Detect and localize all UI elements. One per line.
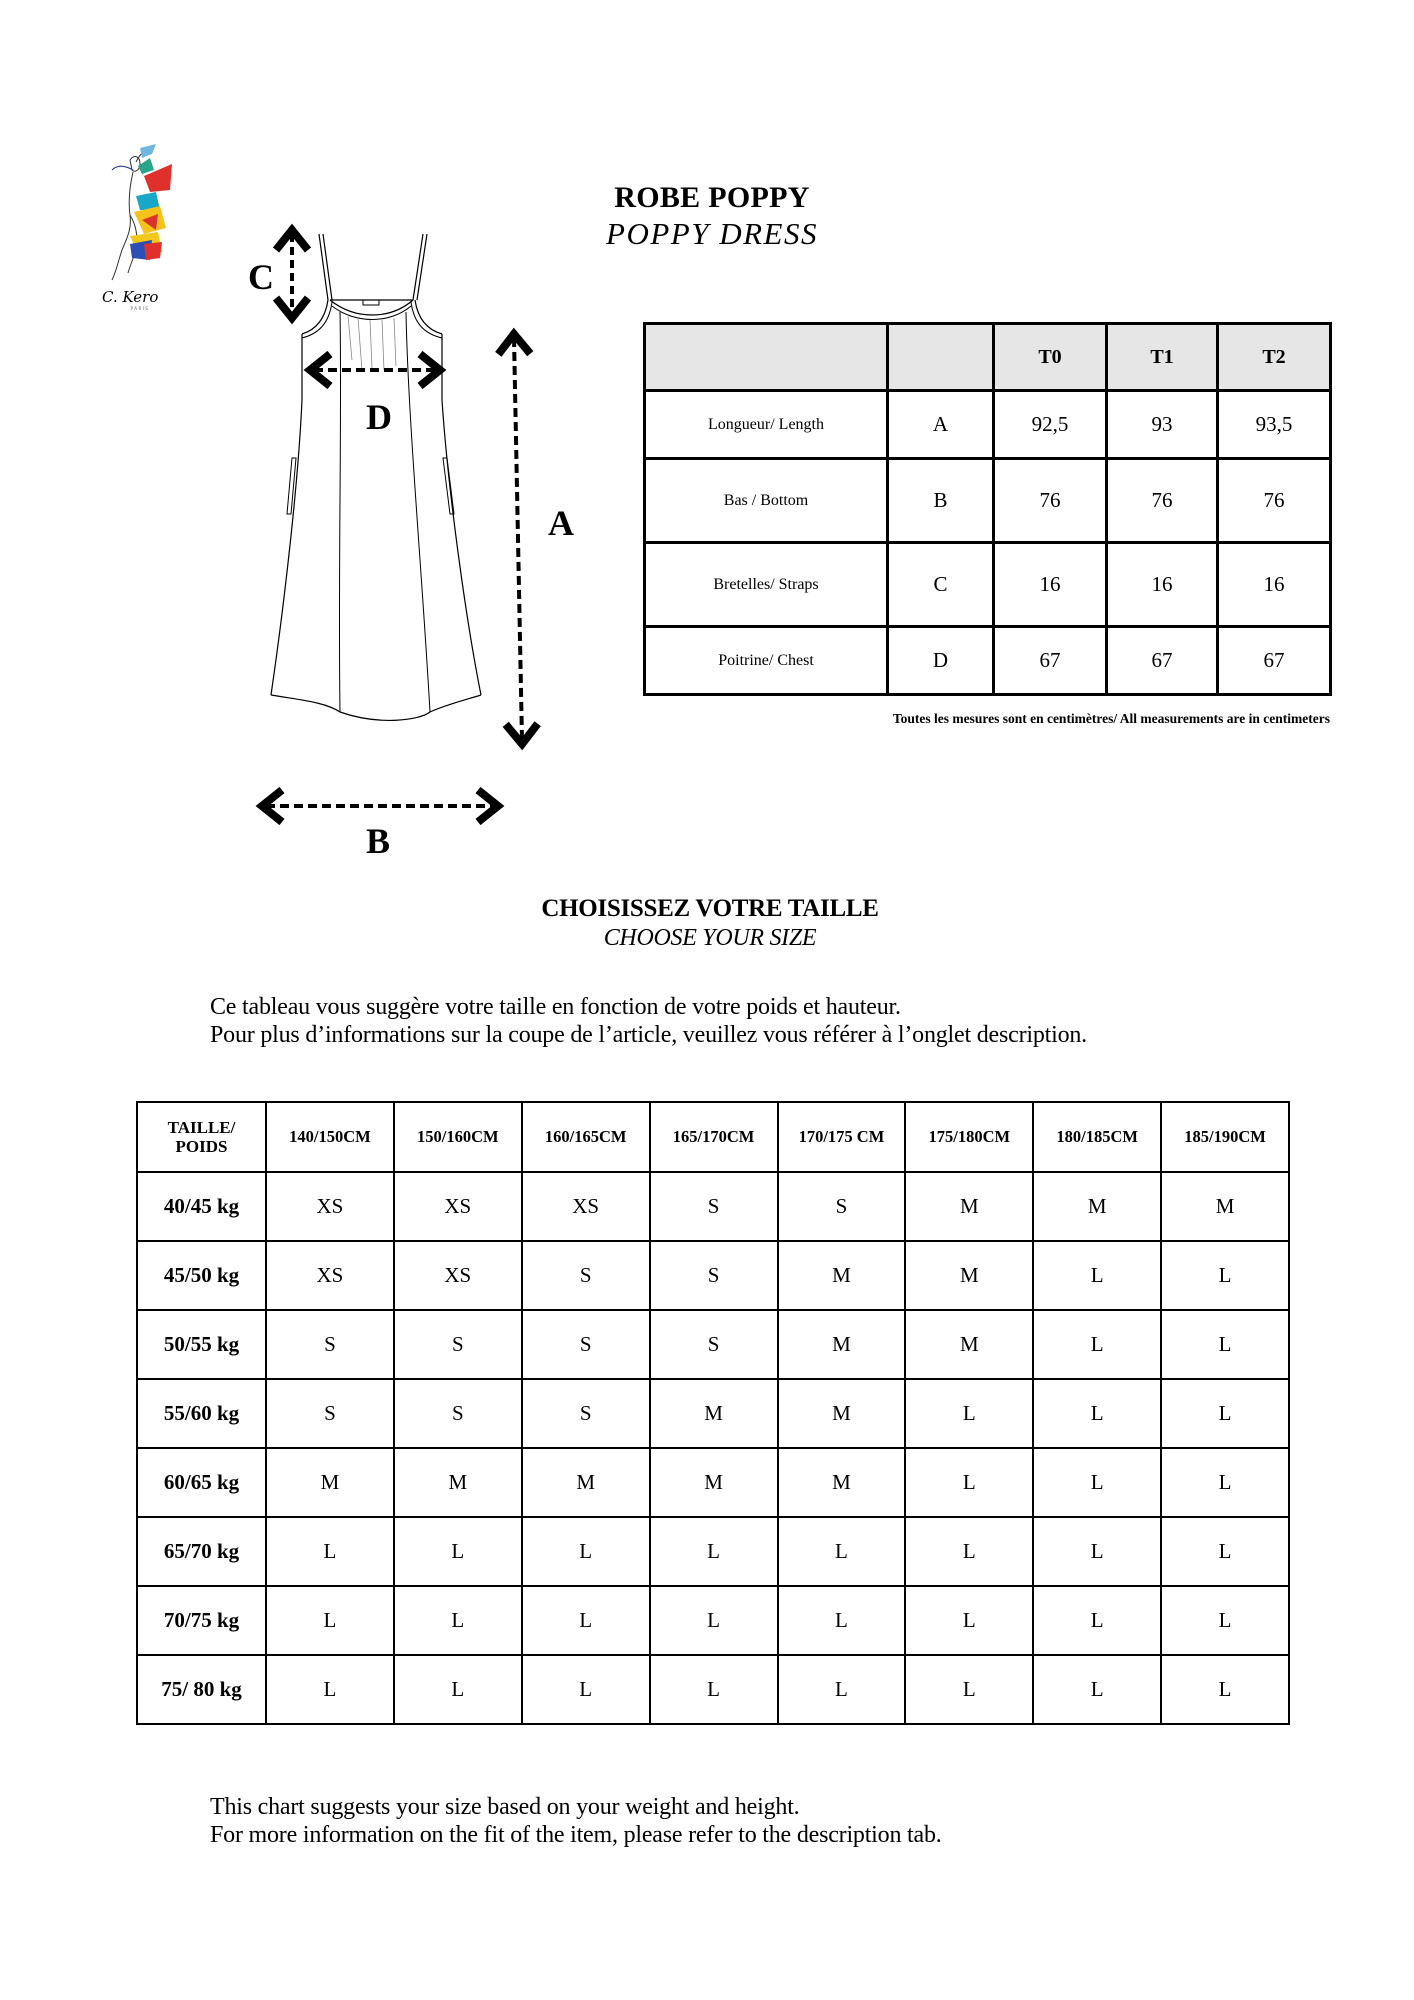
dress-diagram bbox=[230, 220, 574, 861]
size-cell: L bbox=[522, 1655, 650, 1724]
size-cell: L bbox=[1033, 1379, 1161, 1448]
size-cell: XS bbox=[394, 1241, 522, 1310]
size-cell: L bbox=[905, 1517, 1033, 1586]
size-cell: M bbox=[778, 1379, 906, 1448]
product-title-block bbox=[560, 180, 864, 252]
measurement-value: 76 bbox=[994, 459, 1107, 543]
dimension-label-d: D bbox=[366, 397, 392, 437]
height-header: 140/150CM bbox=[266, 1102, 394, 1172]
size-guide-intro-fr bbox=[210, 993, 1360, 1049]
size-cell: S bbox=[778, 1172, 906, 1241]
table-row bbox=[137, 1172, 1289, 1241]
weight-header: 55/60 kg bbox=[137, 1379, 266, 1448]
measurement-code: A bbox=[888, 391, 994, 459]
table-row bbox=[137, 1310, 1289, 1379]
size-cell: L bbox=[394, 1655, 522, 1724]
size-cell: XS bbox=[266, 1241, 394, 1310]
measurement-label: Longueur/ Length bbox=[645, 391, 888, 459]
size-cell: L bbox=[650, 1655, 778, 1724]
measurement-code: C bbox=[888, 543, 994, 627]
size-cell: L bbox=[905, 1379, 1033, 1448]
size-cell: L bbox=[905, 1655, 1033, 1724]
header-cell bbox=[888, 324, 994, 391]
dress-sketch-icon bbox=[230, 220, 560, 860]
size-cell: M bbox=[650, 1448, 778, 1517]
measurement-value: 16 bbox=[1107, 543, 1218, 627]
measurements-unit-note: Toutes les mesures sont en centimètres/ All measurements are in centimeters bbox=[892, 711, 1330, 726]
header-cell-t0: T0 bbox=[994, 324, 1107, 391]
size-table-body bbox=[137, 1172, 1289, 1724]
weight-header: 65/70 kg bbox=[137, 1517, 266, 1586]
size-cell: M bbox=[778, 1448, 906, 1517]
brand-logo bbox=[100, 140, 180, 310]
height-header: 185/190CM bbox=[1161, 1102, 1289, 1172]
table-row bbox=[137, 1655, 1289, 1724]
measurement-value: 67 bbox=[994, 627, 1107, 695]
size-cell: M bbox=[650, 1379, 778, 1448]
measurement-value: 16 bbox=[994, 543, 1107, 627]
measurement-code: D bbox=[888, 627, 994, 695]
weight-header: 40/45 kg bbox=[137, 1172, 266, 1241]
height-header: 165/170CM bbox=[650, 1102, 778, 1172]
size-cell: L bbox=[650, 1517, 778, 1586]
size-cell: S bbox=[394, 1379, 522, 1448]
table-row bbox=[137, 1241, 1289, 1310]
size-guide-table bbox=[136, 1101, 1290, 1725]
size-cell: M bbox=[394, 1448, 522, 1517]
height-header: 170/175 CM bbox=[778, 1102, 906, 1172]
size-cell: L bbox=[1161, 1379, 1289, 1448]
size-guide-title-en: CHOOSE YOUR SIZE bbox=[603, 925, 817, 951]
size-cell: L bbox=[1161, 1241, 1289, 1310]
size-cell: M bbox=[1161, 1172, 1289, 1241]
size-cell: L bbox=[266, 1586, 394, 1655]
weight-header: 50/55 kg bbox=[137, 1310, 266, 1379]
intro-line: Pour plus d’informations sur la coupe de l’article, veuillez vous référer à l’onglet description. bbox=[210, 1022, 1087, 1048]
table-row bbox=[645, 459, 1331, 543]
weight-header: 45/50 kg bbox=[137, 1241, 266, 1310]
measurement-value: 76 bbox=[1218, 459, 1331, 543]
size-cell: M bbox=[778, 1241, 906, 1310]
measurements-table bbox=[643, 322, 1332, 696]
size-cell: S bbox=[650, 1310, 778, 1379]
dimension-label-a: A bbox=[548, 503, 574, 543]
size-cell: L bbox=[522, 1517, 650, 1586]
size-cell: XS bbox=[266, 1172, 394, 1241]
size-cell: S bbox=[522, 1241, 650, 1310]
size-cell: L bbox=[650, 1586, 778, 1655]
size-cell: S bbox=[522, 1310, 650, 1379]
size-cell: M bbox=[266, 1448, 394, 1517]
table-row bbox=[137, 1517, 1289, 1586]
measurement-code: B bbox=[888, 459, 994, 543]
weight-header: 60/65 kg bbox=[137, 1448, 266, 1517]
size-cell: M bbox=[905, 1241, 1033, 1310]
product-title-en: POPPY DRESS bbox=[606, 216, 818, 251]
brand-city: PARIS bbox=[130, 306, 150, 311]
measurement-value: 92,5 bbox=[994, 391, 1107, 459]
size-guide-heading bbox=[300, 894, 1120, 952]
corner-header bbox=[137, 1102, 266, 1172]
size-cell: S bbox=[266, 1379, 394, 1448]
size-cell: S bbox=[266, 1310, 394, 1379]
size-cell: S bbox=[394, 1310, 522, 1379]
size-cell: XS bbox=[394, 1172, 522, 1241]
size-cell: L bbox=[905, 1586, 1033, 1655]
size-cell: M bbox=[1033, 1172, 1161, 1241]
dimension-label-b: B bbox=[366, 821, 391, 861]
size-header-row bbox=[137, 1102, 1289, 1172]
size-cell: M bbox=[905, 1310, 1033, 1379]
measurement-value: 76 bbox=[1107, 459, 1218, 543]
measurement-label: Bas / Bottom bbox=[645, 459, 888, 543]
size-cell: L bbox=[778, 1655, 906, 1724]
table-row bbox=[645, 391, 1331, 459]
brand-signature: C. Kero bbox=[102, 288, 159, 306]
measurement-value: 16 bbox=[1218, 543, 1331, 627]
table-row bbox=[645, 543, 1331, 627]
size-cell: L bbox=[778, 1517, 906, 1586]
dimension-label-c: C bbox=[248, 257, 274, 297]
outro-line: This chart suggests your size based on your weight and height. bbox=[210, 1794, 800, 1820]
height-header: 160/165CM bbox=[522, 1102, 650, 1172]
size-cell: M bbox=[522, 1448, 650, 1517]
measurement-value: 67 bbox=[1218, 627, 1331, 695]
size-cell: L bbox=[266, 1517, 394, 1586]
measurement-value: 93,5 bbox=[1218, 391, 1331, 459]
size-cell: L bbox=[394, 1586, 522, 1655]
table-row bbox=[137, 1586, 1289, 1655]
size-cell: L bbox=[1161, 1448, 1289, 1517]
size-cell: XS bbox=[522, 1172, 650, 1241]
measurement-label: Poitrine/ Chest bbox=[645, 627, 888, 695]
size-cell: L bbox=[905, 1448, 1033, 1517]
table-row bbox=[137, 1379, 1289, 1448]
size-guide-outro-en bbox=[210, 1793, 1360, 1849]
dancer-illustration-icon bbox=[100, 140, 180, 310]
height-header: 150/160CM bbox=[394, 1102, 522, 1172]
size-cell: M bbox=[905, 1172, 1033, 1241]
table-row bbox=[645, 627, 1331, 695]
size-cell: L bbox=[522, 1586, 650, 1655]
corner-header-line: POIDS bbox=[175, 1137, 228, 1156]
size-cell: L bbox=[266, 1655, 394, 1724]
measurements-header-row bbox=[645, 324, 1331, 391]
intro-line: Ce tableau vous suggère votre taille en fonction de votre poids et hauteur. bbox=[210, 994, 901, 1020]
measurement-label: Bretelles/ Straps bbox=[645, 543, 888, 627]
height-header: 180/185CM bbox=[1033, 1102, 1161, 1172]
height-header: 175/180CM bbox=[905, 1102, 1033, 1172]
size-cell: S bbox=[522, 1379, 650, 1448]
size-cell: S bbox=[650, 1172, 778, 1241]
size-cell: L bbox=[1033, 1448, 1161, 1517]
size-cell: L bbox=[394, 1517, 522, 1586]
size-cell: M bbox=[778, 1310, 906, 1379]
size-guide-title-fr: CHOISISSEZ VOTRE TAILLE bbox=[541, 895, 879, 922]
weight-header: 70/75 kg bbox=[137, 1586, 266, 1655]
table-row bbox=[137, 1448, 1289, 1517]
size-cell: L bbox=[778, 1586, 906, 1655]
product-title-fr: ROBE POPPY bbox=[614, 181, 810, 214]
corner-header-line: TAILLE/ bbox=[167, 1118, 236, 1137]
measurement-value: 93 bbox=[1107, 391, 1218, 459]
measurement-value: 67 bbox=[1107, 627, 1218, 695]
size-cell: L bbox=[1033, 1517, 1161, 1586]
size-cell: L bbox=[1161, 1586, 1289, 1655]
size-cell: L bbox=[1161, 1517, 1289, 1586]
size-cell: L bbox=[1033, 1241, 1161, 1310]
size-cell: L bbox=[1033, 1586, 1161, 1655]
size-cell: S bbox=[650, 1241, 778, 1310]
size-cell: L bbox=[1161, 1655, 1289, 1724]
header-cell bbox=[645, 324, 888, 391]
weight-header: 75/ 80 kg bbox=[137, 1655, 266, 1724]
header-cell-t1: T1 bbox=[1107, 324, 1218, 391]
outro-line: For more information on the fit of the item, please refer to the description tab. bbox=[210, 1822, 942, 1848]
size-cell: L bbox=[1161, 1310, 1289, 1379]
header-cell-t2: T2 bbox=[1218, 324, 1331, 391]
size-cell: L bbox=[1033, 1655, 1161, 1724]
size-cell: L bbox=[1033, 1310, 1161, 1379]
